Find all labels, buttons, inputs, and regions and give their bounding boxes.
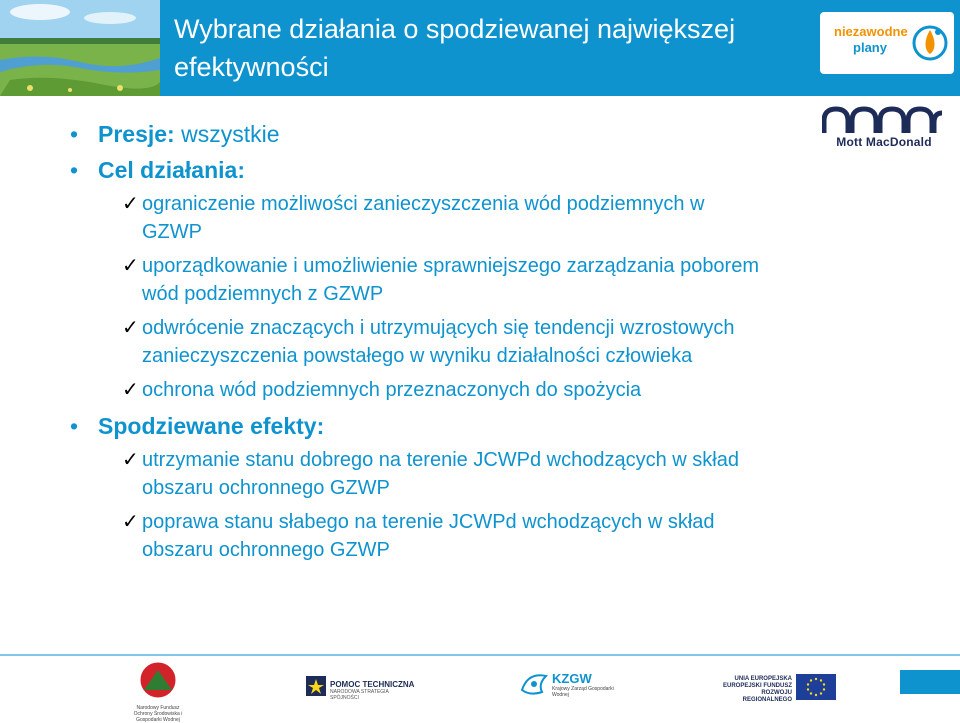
checkmark-icon: ✓ bbox=[122, 511, 139, 533]
checkmark-icon: ✓ bbox=[122, 449, 139, 471]
kzgw-emblem-icon bbox=[520, 670, 548, 696]
kzgw-title: KZGW bbox=[552, 671, 592, 686]
checkmark-icon: ✓ bbox=[122, 379, 139, 401]
bullet-goal bbox=[70, 154, 770, 186]
effects-list bbox=[70, 446, 770, 564]
goal-list bbox=[70, 190, 770, 404]
ue-line1: UNIA EUROPEJSKA bbox=[734, 676, 792, 682]
arches-icon bbox=[822, 105, 946, 135]
list-item: ✓ odwrócenie znaczących i utrzymujących się tendencji wzrostowych zanieczyszczenia powstałego w wyniku działalności człowieka bbox=[122, 314, 770, 370]
effects-label: Spodziewane efekty: bbox=[98, 413, 325, 439]
nfosigw-caption: Narodowy Fundusz Ochrony Środowiska i Gospodarki Wodnej bbox=[133, 705, 183, 723]
mott-macdonald-logo bbox=[822, 105, 946, 153]
nfosigw-emblem-icon bbox=[128, 660, 188, 700]
ue-line3: ROZWOJU REGIONALNEGO bbox=[742, 690, 792, 703]
goal-label: Cel działania: bbox=[98, 157, 245, 183]
eu-flag-icon bbox=[796, 674, 836, 700]
landscape-image bbox=[0, 0, 160, 96]
pt-title: POMOC TECHNICZNA bbox=[330, 680, 415, 689]
checkmark-icon: ✓ bbox=[122, 317, 139, 339]
list-item: ✓ uporządkowanie i umożliwienie sprawniejszego zarządzania poborem wód podziemnych z GZWP bbox=[122, 252, 770, 308]
pressures-value: wszystkie bbox=[174, 121, 280, 147]
bullet-pressures bbox=[70, 118, 770, 150]
checkmark-icon: ✓ bbox=[122, 255, 139, 277]
corner-accent bbox=[900, 670, 960, 694]
water-drop-icon bbox=[912, 20, 948, 66]
star-flag-icon bbox=[306, 676, 326, 696]
checkmark-icon: ✓ bbox=[122, 193, 139, 215]
main-content bbox=[70, 118, 770, 570]
list-item: ✓ ograniczenie możliwości zanieczyszczenia wód podziemnych w GZWP bbox=[122, 190, 770, 246]
list-item: ✓ ochrona wód podziemnych przeznaczonych do spożycia bbox=[122, 376, 770, 404]
footer-logos bbox=[0, 656, 960, 723]
brand-line1: niezawodne bbox=[834, 24, 908, 39]
list-item: ✓ utrzymanie stanu dobrego na terenie JCWPd wchodzących w skład obszaru ochronnego GZWP bbox=[122, 446, 770, 502]
niezawodne-plany-logo bbox=[820, 12, 954, 74]
pressures-label: Presje: bbox=[98, 121, 175, 147]
header-band bbox=[0, 0, 960, 96]
page-title: Wybrane działania o spodziewanej największej efektywności bbox=[174, 14, 736, 82]
brand-line2: plany bbox=[853, 40, 887, 55]
ue-line2: EUROPEJSKI FUNDUSZ bbox=[722, 683, 792, 689]
pt-subtitle: NARODOWA STRATEGIA SPÓJNOŚCI bbox=[330, 689, 389, 701]
list-item: ✓ poprawa stanu słabego na terenie JCWPd wchodzących w skład obszaru ochronnego GZWP bbox=[122, 508, 770, 564]
mott-macdonald-name: Mott MacDonald bbox=[836, 135, 932, 149]
bullet-effects bbox=[70, 410, 770, 442]
kzgw-subtitle: Krajowy Zarząd Gospodarki Wodnej bbox=[552, 686, 614, 698]
